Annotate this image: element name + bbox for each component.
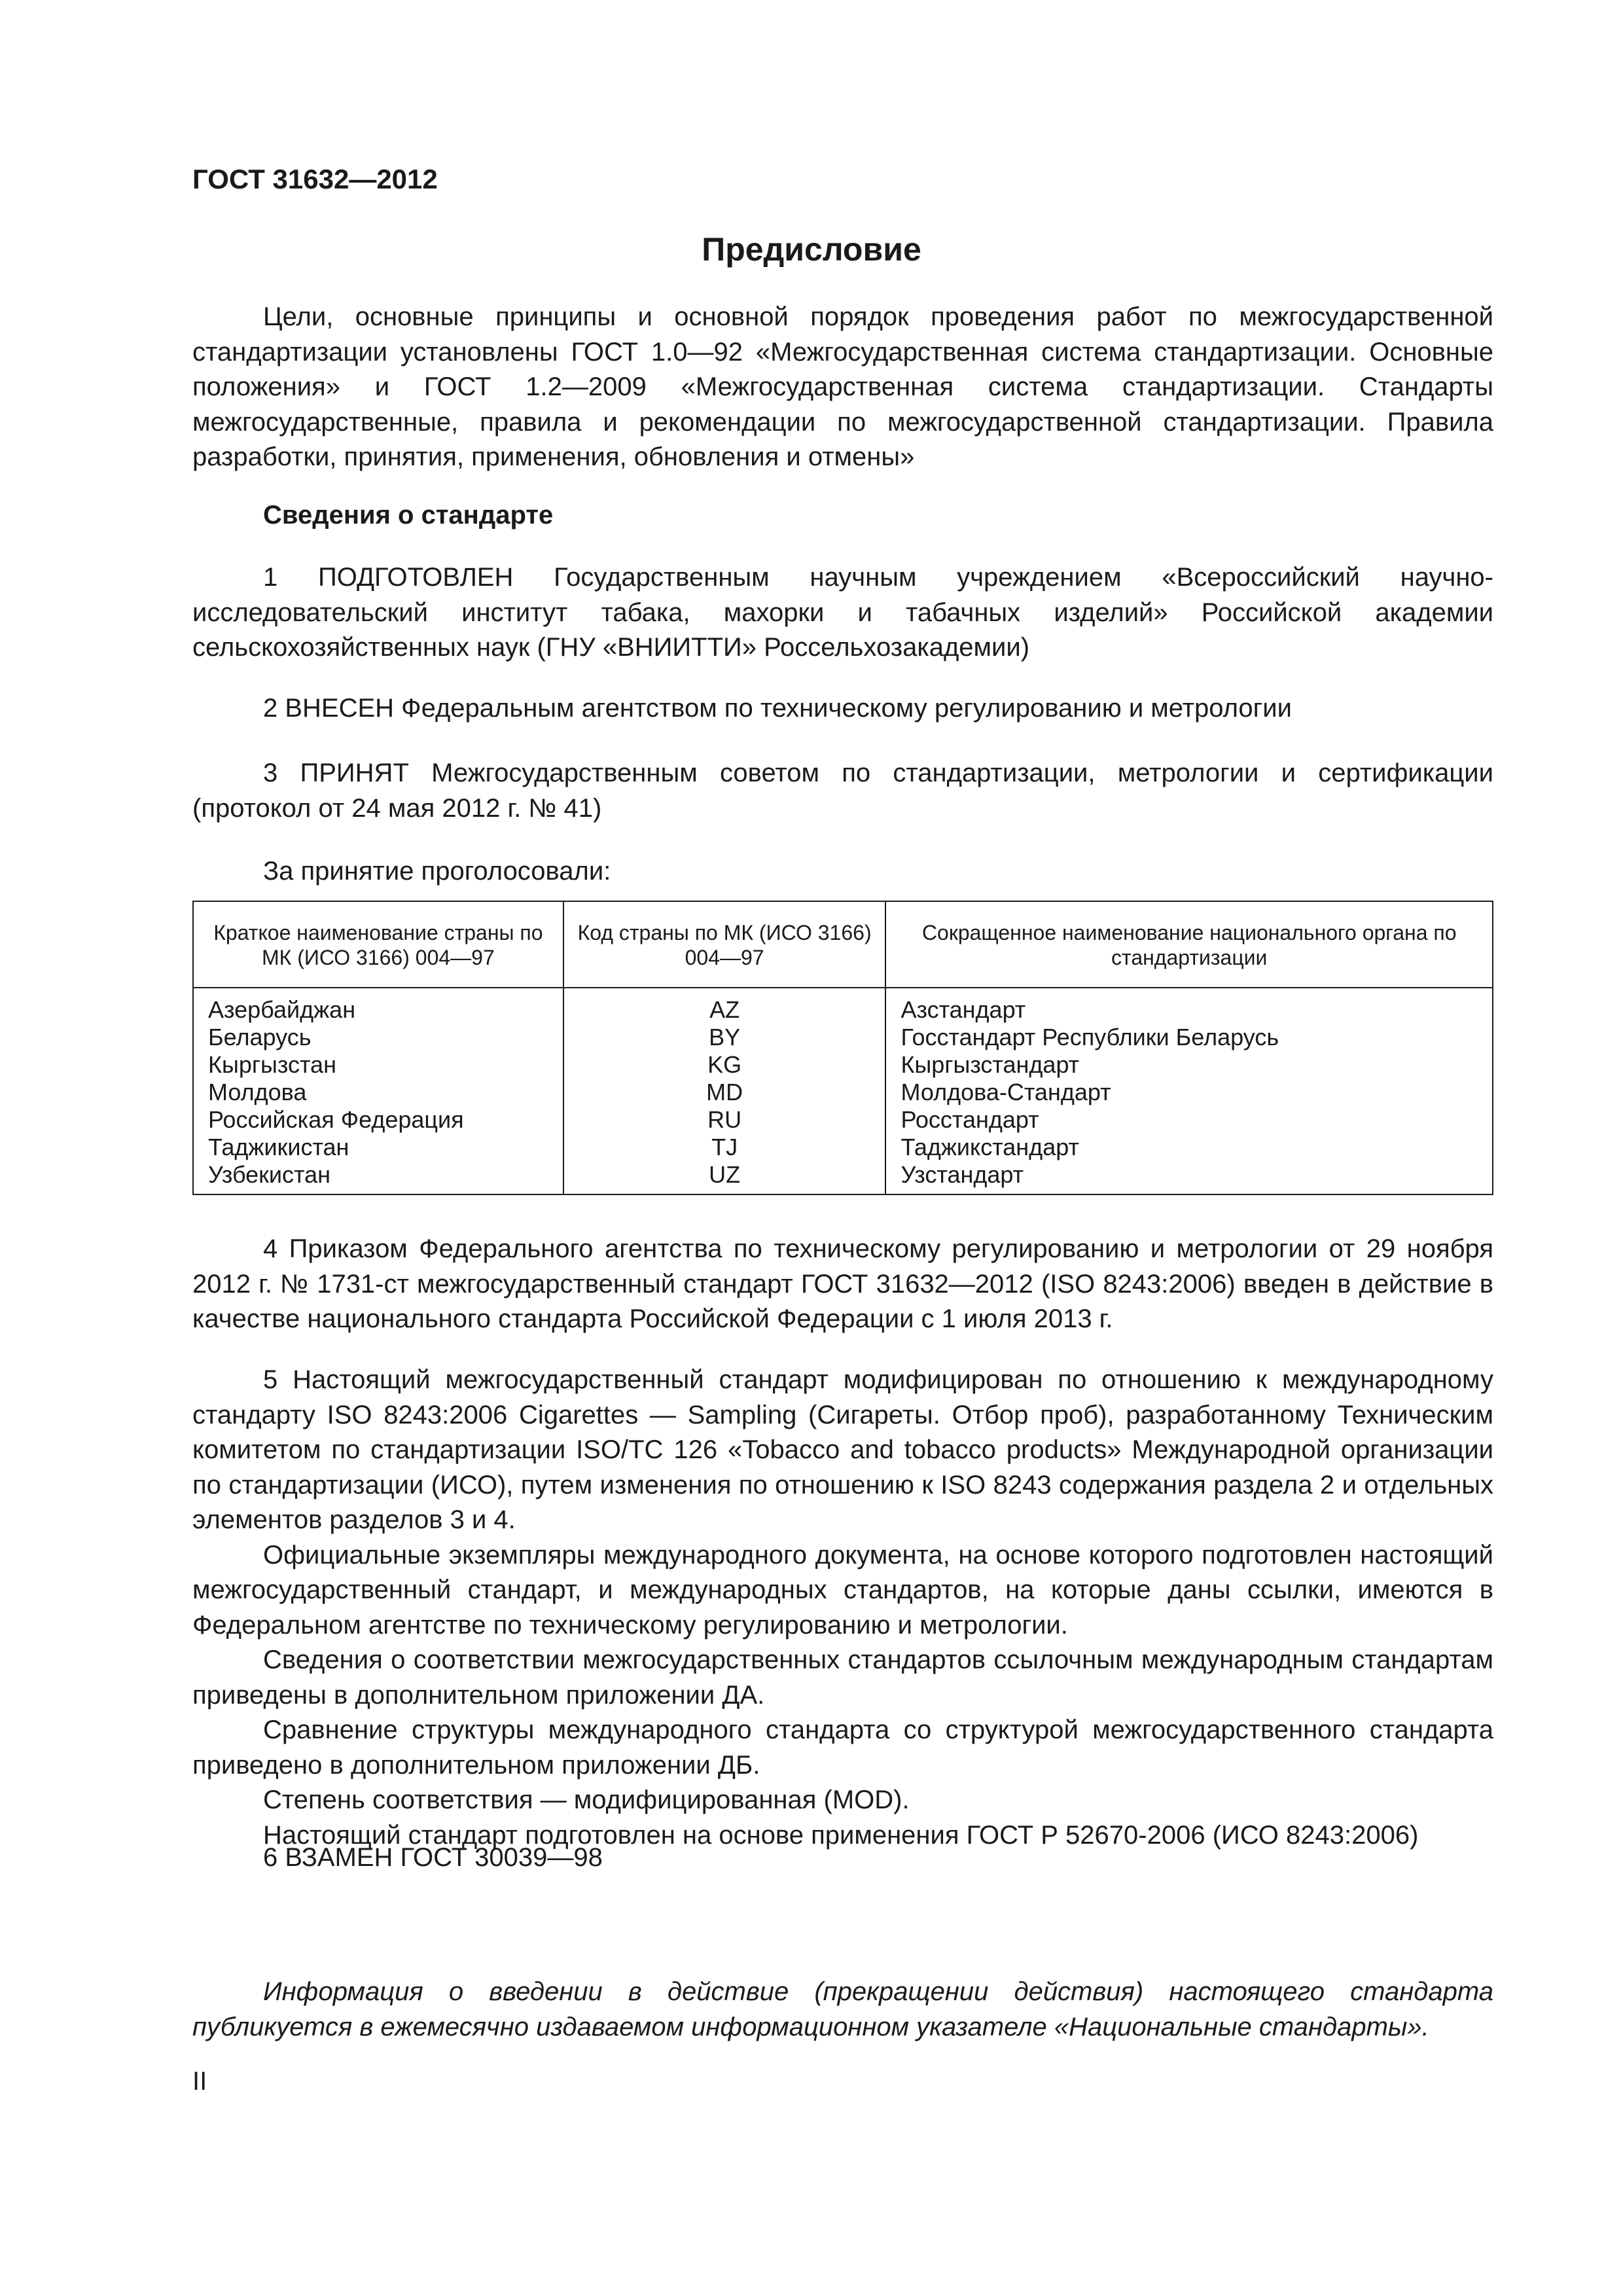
body-cell: Госстандарт Республики Беларусь bbox=[901, 1024, 1279, 1050]
item-5-block bbox=[192, 1363, 1493, 1853]
code-cell: KG bbox=[563, 1051, 886, 1079]
table-row bbox=[193, 1161, 1493, 1194]
item-1-paragraph: 1 ПОДГОТОВЛЕН Государственным научным учреждением «Всероссийский научно-исследовательский институт табака, махорки и табачных изделий» Российской академии сельскохозяйственных наук (ГНУ «ВНИИТТИ» Россельхозакадемии) bbox=[192, 563, 1493, 662]
table-header-code: Код страны по МК (ИСО 3166) 004—97 bbox=[563, 901, 886, 988]
body-cell: Таджикстандарт bbox=[901, 1134, 1079, 1160]
code-cell: TJ bbox=[563, 1134, 886, 1161]
page-number: II bbox=[192, 2067, 207, 2096]
item-5-basis: Настоящий стандарт подготовлен на основе применения ГОСТ Р 52670-2006 (ИСО 8243:2006) bbox=[263, 1820, 1419, 1850]
code-cell: MD bbox=[563, 1079, 886, 1106]
table-row bbox=[193, 1024, 1493, 1051]
item-5-paragraph: 5 Настоящий межгосударственный стандарт модифицирован по отношению к международному стандарту ISO 8243:2006 Cigarettes — Sampling (Сигареты. Отбор проб), разработанному Техническим комитетом по стандартизации ISO/TC 126 «Tobacco and tobacco products» Международной организации по стандартизации (ИСО), путем изменения по отношению к ISO 8243 содержания раздела 2 и отдельных элементов разделов 3 и 4. bbox=[192, 1365, 1493, 1534]
country-cell: Азербайджан bbox=[193, 988, 563, 1024]
country-cell: Узбекистан bbox=[193, 1161, 563, 1194]
code-cell: BY bbox=[563, 1024, 886, 1051]
table-header-row bbox=[193, 901, 1493, 988]
body-cell: Молдова-Стандарт bbox=[901, 1079, 1111, 1105]
info-heading: Сведения о стандарте bbox=[263, 501, 554, 529]
body-cell: Азстандарт bbox=[901, 996, 1026, 1023]
table-header-body: Сокращенное наименование национального органа по стандартизации bbox=[885, 901, 1493, 988]
body-cell: Кыргызстандарт bbox=[901, 1051, 1080, 1078]
country-cell: Таджикистан bbox=[193, 1134, 563, 1161]
country-cell: Кыргызстан bbox=[193, 1051, 563, 1079]
country-cell: Молдова bbox=[193, 1079, 563, 1106]
country-cell: Российская Федерация bbox=[193, 1106, 563, 1134]
votes-label: За принятие проголосовали: bbox=[263, 857, 611, 886]
table-row bbox=[193, 1051, 1493, 1079]
country-cell: Беларусь bbox=[193, 1024, 563, 1051]
intro-paragraph: Цели, основные принципы и основной порядок проведения работ по межгосударственной стандартизации установлены ГОСТ 1.0—92 «Межгосударственная система стандартизации. Основные положения» и ГОСТ 1.2—2009 «Межгосударственная система стандартизации. Стандарты межгосударственные, правила и рекомендации по межгосударственной стандартизации. Правила разработки, принятия, применения, обновления и отмены» bbox=[192, 302, 1493, 471]
table-row bbox=[193, 1079, 1493, 1106]
item-5-degree: Степень соответствия — модифицированная (MOD). bbox=[263, 1785, 910, 1814]
item-5-official-copies: Официальные экземпляры международного документа, на основе которого подготовлен настоящий межгосударственный стандарт, и международных стандартов, на которые даны ссылки, имеются в Федеральном агентстве по техническому регулированию и метрологии. bbox=[192, 1540, 1493, 1640]
item-6-paragraph: 6 ВЗАМЕН ГОСТ 30039—98 bbox=[263, 1843, 603, 1872]
item-5-structure: Сравнение структуры международного стандарта со структурой межгосударственного стандарта приведено в дополнительном приложении ДБ. bbox=[192, 1715, 1493, 1780]
item-4-paragraph: 4 Приказом Федерального агентства по техническому регулированию и метрологии от 29 ноября 2012 г. № 1731-ст межгосударственный стандарт ГОСТ 31632—2012 (ISO 8243:2006) введен в действие в качестве национального стандарта Российской Федерации с 1 июля 2013 г. bbox=[192, 1234, 1493, 1333]
votes-table bbox=[192, 901, 1493, 1195]
body-cell: Росстандарт bbox=[901, 1106, 1039, 1133]
item-2-paragraph: 2 ВНЕСЕН Федеральным агентством по техническому регулированию и метрологии bbox=[263, 694, 1292, 723]
item-3-paragraph: 3 ПРИНЯТ Межгосударственным советом по стандартизации, метрологии и сертификации (протокол от 24 мая 2012 г. № 41) bbox=[192, 759, 1493, 823]
table-row bbox=[193, 1106, 1493, 1134]
item-5-references: Сведения о соответствии межгосударственных стандартов ссылочным международным стандартам приведены в дополнительном приложении ДА. bbox=[192, 1645, 1493, 1710]
table-row bbox=[193, 988, 1493, 1024]
footer-note: Информация о введении в действие (прекращении действия) настоящего стандарта публикуется в ежемесячно издаваемом информационном указателе «Национальные стандарты». bbox=[192, 1977, 1493, 2041]
code-cell: AZ bbox=[563, 988, 886, 1024]
page-title: Предисловие bbox=[702, 231, 921, 268]
body-cell: Узстандарт bbox=[901, 1161, 1024, 1188]
table-row bbox=[193, 1134, 1493, 1161]
standard-code: ГОСТ 31632—2012 bbox=[192, 164, 438, 194]
code-cell: UZ bbox=[563, 1161, 886, 1194]
table-header-country: Краткое наименование страны по МК (ИСО 3166) 004—97 bbox=[193, 901, 563, 988]
code-cell: RU bbox=[563, 1106, 886, 1134]
